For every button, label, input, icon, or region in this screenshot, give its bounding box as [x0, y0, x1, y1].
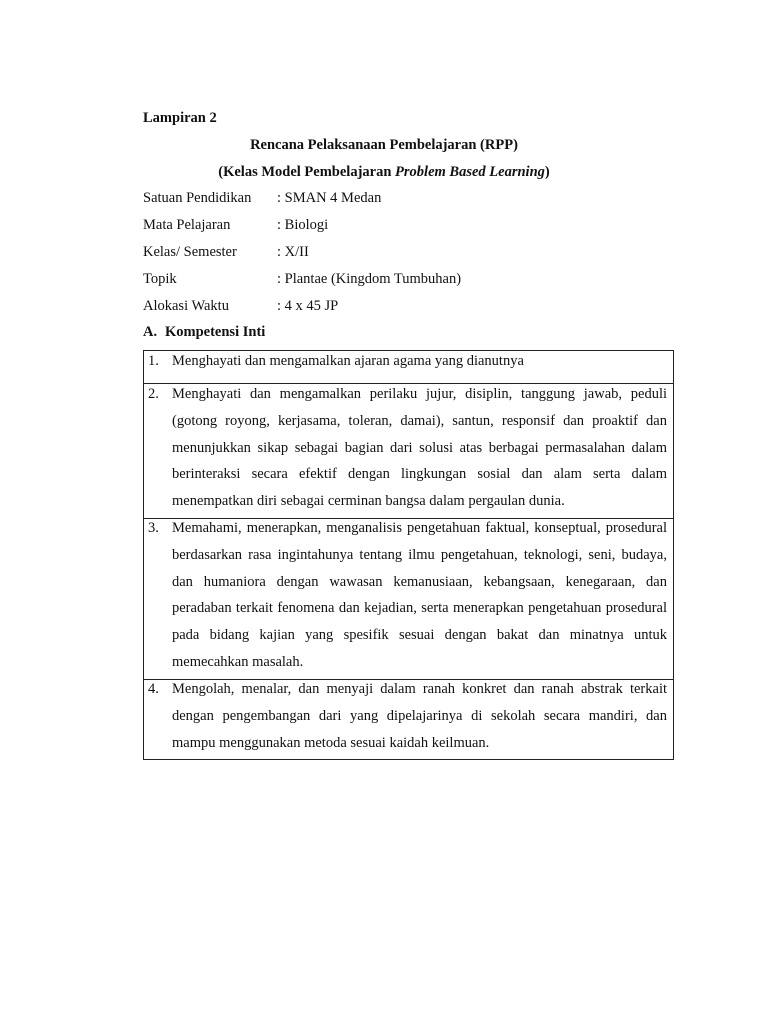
row-text: Menghayati dan mengamalkan perilaku jujur, disiplin, tanggung jawab, peduli (gotong royong, kerjasama, toleran, damai), santun, responsif dan proaktif dan menunjukkan sikap sebagai bagian dari solusi atas berbagai permasalahan dalam berinteraksi secara efektif dengan lingkungan sosial dan alam serta dalam menempatkan diri sebagai cerminan bangsa dalam pergaulan dunia.: [172, 386, 667, 510]
info-row-mata-pelajaran: [143, 217, 683, 237]
info-value: : Plantae (Kingdom Tumbuhan): [277, 271, 462, 287]
table-row: [144, 519, 673, 680]
info-label: Topik: [143, 271, 177, 287]
info-row-satuan-pendidikan: [143, 190, 683, 210]
info-value: : 4 x 45 JP: [277, 298, 339, 314]
info-row-topik: [143, 271, 683, 291]
info-label: Mata Pelajaran: [143, 217, 231, 233]
info-value: : X/II: [277, 244, 309, 260]
info-label: Alokasi Waktu: [143, 298, 229, 314]
section-number: A.: [143, 324, 158, 340]
row-text: Menghayati dan mengamalkan ajaran agama yang dianutnya: [172, 353, 524, 369]
info-row-alokasi-waktu: [143, 298, 683, 318]
info-label: Kelas/ Semester: [143, 244, 237, 260]
table-row: [144, 680, 673, 759]
subtitle-suffix: ): [544, 164, 550, 180]
section-title: Kompetensi Inti: [165, 324, 266, 340]
info-row-kelas-semester: [143, 244, 683, 264]
row-text: Memahami, menerapkan, menganalisis pengetahuan faktual, konseptual, prosedural berdasarkan rasa ingintahunya tentang ilmu pengetahuan, teknologi, seni, budaya, dan humaniora dengan wawasan kemanusiaan, kebangsaan, kenegaraan, dan peradaban terkait fenomena dan kejadian, serta menerapkan pengetahuan prosedural pada bidang kajian yang spesifik sesuai dengan bakat dan minatnya untuk memecahkan masalah.: [172, 520, 667, 670]
document-subtitle: [0, 164, 768, 181]
subtitle-prefix: (Kelas Model Pembelajaran: [218, 164, 396, 180]
info-value: : SMAN 4 Medan: [277, 190, 382, 206]
row-number: 1.: [148, 353, 159, 369]
row-number: 4.: [148, 681, 159, 697]
info-value: : Biologi: [277, 217, 329, 233]
info-label: Satuan Pendidikan: [143, 190, 252, 206]
table-row: [144, 351, 673, 384]
row-number: 3.: [148, 520, 159, 536]
row-number: 2.: [148, 386, 159, 402]
table-row: [144, 384, 673, 519]
document-title: Rencana Pelaksanaan Pembelajaran (RPP): [250, 137, 518, 153]
subtitle-italic: Problem Based Learning: [395, 164, 545, 180]
section-heading-kompetensi-inti: [143, 324, 265, 341]
row-text: Mengolah, menalar, dan menyaji dalam ranah konkret dan ranah abstrak terkait dengan pengembangan dari yang dipelajarinya di sekolah secara mandiri, dan mampu menggunakan metoda sesuai kaidah keilmuan.: [172, 681, 667, 751]
kompetensi-inti-table: [143, 350, 674, 760]
appendix-label: Lampiran 2: [143, 110, 217, 126]
